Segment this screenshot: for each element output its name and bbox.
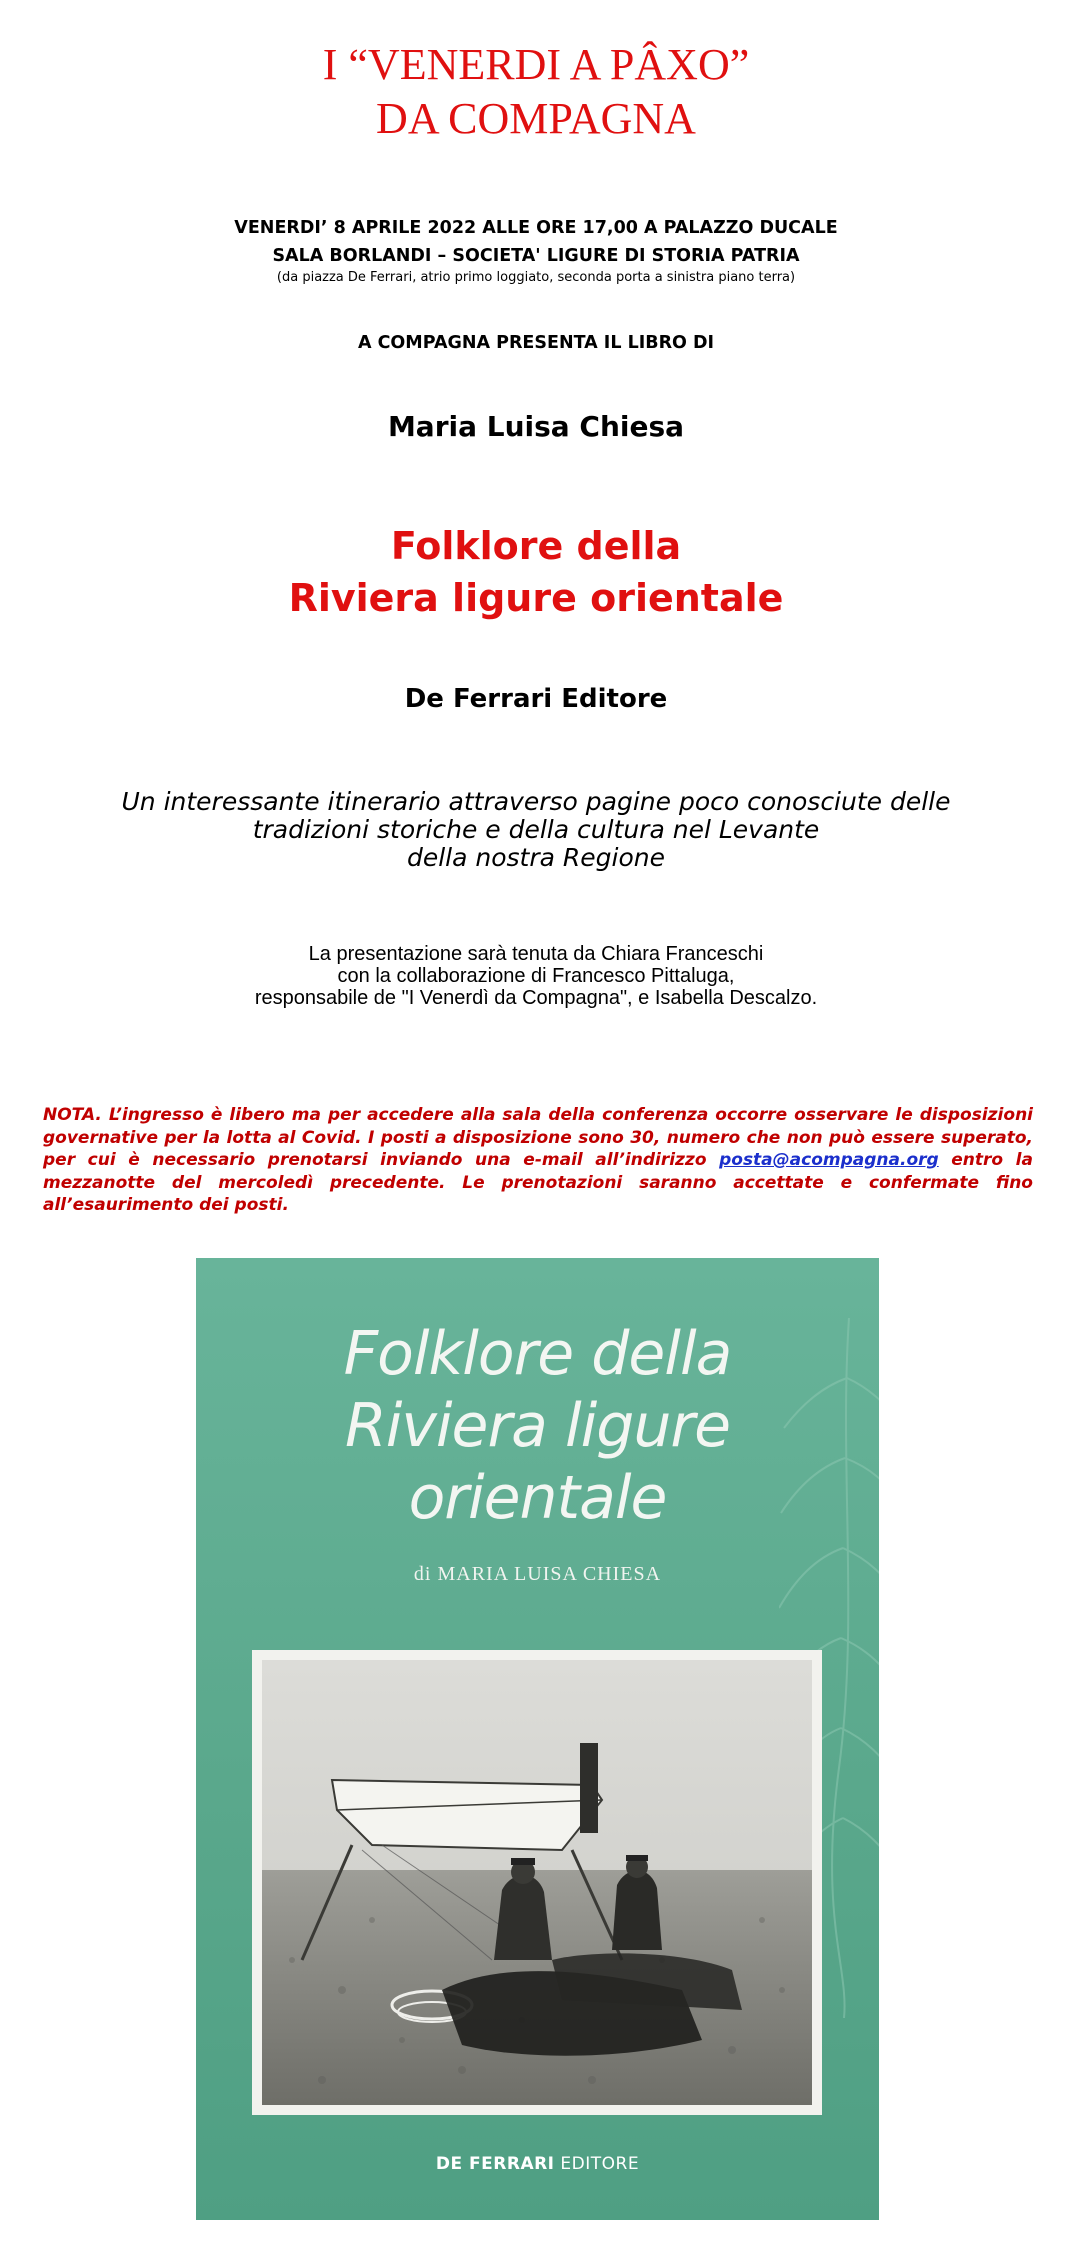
title-line-1: I “VENERDI A PÂXO” [322,40,750,89]
note-text-start: NOTA. L’ingresso è libero ma per accedere alla sala della conferenza occorre osservare le disposizioni governative per la lotta al Covid. I posti a disposizione sono 30, numero che non può essere superato, per cui è necessario prenotarsi inviando una e-mail all’indirizzo [43,1105,1033,1170]
presentation-line-1: La presentazione sarà tenuta da Chiara Franceschi [308,943,764,965]
fishermen-photo [262,1660,812,2105]
cover-author: di MARIA LUISA CHIESA [413,1563,662,1585]
presentation-line-2: con la collaborazione di Francesco Pittaluga, [337,965,735,987]
booking-note [43,1104,1033,1217]
book-title-line-2: Riviera ligure orientale [288,576,784,620]
description-line-3: della nostra Regione [406,843,665,872]
presentation-info [0,943,1072,1009]
cover-publisher-rest: EDITORE [554,2154,640,2174]
event-date: VENERDI’ 8 APRILE 2022 ALLE ORE 17,00 A PALAZZO DUCALE [234,218,838,238]
event-venue: SALA BORLANDI – SOCIETA' LIGURE DI STORIA PATRIA [272,246,800,266]
cover-title-line-2: Riviera ligure [345,1391,730,1461]
cover-title-line-3: orientale [408,1463,667,1533]
cover-title-line-1: Folklore della [343,1319,732,1389]
book-description [0,788,1072,872]
book-author: Maria Luisa Chiesa [387,410,685,443]
cover-publisher [196,2154,879,2174]
title-line-2: DA COMPAGNA [376,94,696,143]
book-title-line-1: Folklore della [390,524,682,568]
description-line-2: tradizioni storiche e della cultura nel Levante [252,815,820,844]
presentation-line-3: responsabile de "I Venerdì da Compagna", e Isabella Descalzo. [254,987,818,1009]
event-series-title [0,38,1072,146]
book-title [0,520,1072,624]
description-line-1: Un interessante itinerario attraverso pagine poco conosciute delle [121,787,951,816]
cover-publisher-bold: DE FERRARI [435,2154,555,2174]
email-link[interactable]: posta@acompagna.org [719,1150,939,1170]
event-directions: (da piazza De Ferrari, atrio primo loggiato, seconda porta a sinistra piano terra) [276,270,796,285]
presents-line: A COMPAGNA PRESENTA IL LIBRO DI [357,333,715,353]
cover-photo-frame [252,1650,822,2115]
event-info [0,214,1072,270]
book-cover-image [196,1258,879,2220]
cover-title [196,1318,879,1534]
note-text-end: entro la mezzanotte del mercoledì precedente. Le prenotazioni saranno accettate e confermate fino all’esaurimento dei posti. [43,1150,1033,1215]
book-publisher: De Ferrari Editore [404,684,668,714]
